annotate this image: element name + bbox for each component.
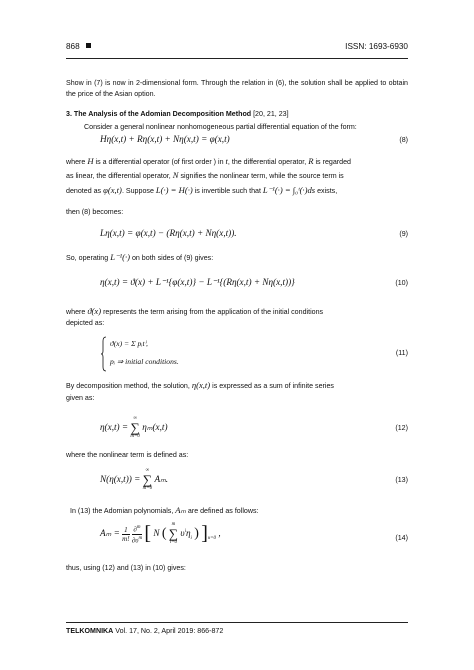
page-number: 868	[66, 42, 91, 51]
equation-8-number: (8)	[399, 136, 408, 144]
page-footer: TELKOMNIKA Vol. 17, No. 2, April 2019: 866-872	[66, 627, 224, 635]
summation-icon: m ∑ i=0	[168, 522, 179, 545]
equation-8: Hη(x,t) + Rη(x,t) + Nη(x,t) = φ(x,t)	[100, 134, 230, 144]
paragraph-operating: So, operating L⁻¹(·) on both sides of (9) gives:	[66, 252, 214, 262]
intro-paragraph: Show in (7) is now in 2-dimensional form. Through the relation in (6), the solution shall be applied to obtain the price of the Asian option.	[66, 79, 408, 99]
paragraph-operators-1: where H is a differential operator (of first order ) in t, the differential operator, R is regarded	[66, 156, 351, 166]
equation-10-number: (10)	[395, 279, 408, 287]
equation-14-number: (14)	[395, 534, 408, 542]
equation-14: Aₘ = $\frac{1}{m!}$ $\frac{\partial^m}{\partial\upsilon^m}$ [ N ( m ∑ i=0 $\upsilon^i\eta_i$ ) ]$_{\upsilon=0}$ ,	[100, 522, 221, 545]
equation-9-number: (9)	[399, 230, 408, 238]
header-rule	[66, 58, 408, 59]
section-heading: 3. The Analysis of the Adomian Decomposition Method [20, 21, 23]	[66, 110, 289, 118]
paragraph-initial-conditions-1: where ϑ(x) represents the term arising from the application of the initial conditions	[66, 306, 324, 316]
paragraph-initial-conditions-2: depicted as:	[66, 319, 105, 327]
fraction-1-over-m-factorial: $\frac{1}{m!}$	[122, 525, 130, 543]
fraction-partial-derivative: $\frac{\partial^m}{\partial\upsilon^m}$	[131, 525, 143, 544]
paragraph-thus: thus, using (12) and (13) in (10) gives:	[66, 564, 186, 572]
paragraph-decomposition-2: given as:	[66, 394, 95, 402]
issn: ISSN: 1693-6930	[345, 42, 408, 51]
paragraph-operators-3: denoted as φ(x,t). Suppose L(·) = H(·) is invertible such that L⁻¹(·) = ∫₀ᵗ(·)ds exists,	[66, 185, 338, 195]
paragraph-decomposition-1: By decomposition method, the solution, η(x,t) is expressed as a sum of infinite series	[66, 380, 334, 390]
summation-icon: ∞ ∑ m=0	[130, 416, 140, 439]
equation-11-line-1: ϑ(x) = Σ pᵢtⁱ,	[110, 339, 148, 348]
paragraph-adomian: In (13) the Adomian polynomials, Aₘ are defined as follows:	[70, 505, 259, 515]
equation-13-number: (13)	[395, 476, 408, 484]
paragraph-operators-2: as linear, the differential operator, N signifies the nonlinear term, while the source term is	[66, 170, 344, 180]
equation-11-number: (11)	[395, 349, 408, 357]
left-brace-icon	[100, 336, 108, 372]
equation-11-line-2: pᵢ ⇒ initial conditions.	[110, 357, 179, 366]
equation-11	[100, 336, 300, 372]
paragraph-intro-pde: Consider a general nonlinear nonhomogeneous partial differential equation of the form:	[84, 123, 357, 131]
square-bullet-icon	[86, 43, 91, 48]
equation-13: N(η(x,t)) = ∞ ∑ m=0 Aₘ.	[100, 468, 169, 491]
equation-9: Lη(x,t) = φ(x,t) − (Rη(x,t) + Nη(x,t)).	[100, 228, 237, 238]
paragraph-then: then (8) becomes:	[66, 208, 124, 216]
summation-icon: ∞ ∑ m=0	[142, 468, 153, 491]
equation-12-number: (12)	[395, 424, 408, 432]
footer-rule	[66, 622, 408, 623]
equation-12: η(x,t) = ∞ ∑ m=0 ηₘ(x,t)	[100, 416, 168, 439]
paragraph-nonlinear-term: where the nonlinear term is defined as:	[66, 451, 189, 459]
equation-10: η(x,t) = ϑ(x) + L⁻¹{φ(x,t)} − L⁻¹{(Rη(x,t) + Nη(x,t))}	[100, 277, 295, 287]
page-header	[66, 42, 408, 56]
